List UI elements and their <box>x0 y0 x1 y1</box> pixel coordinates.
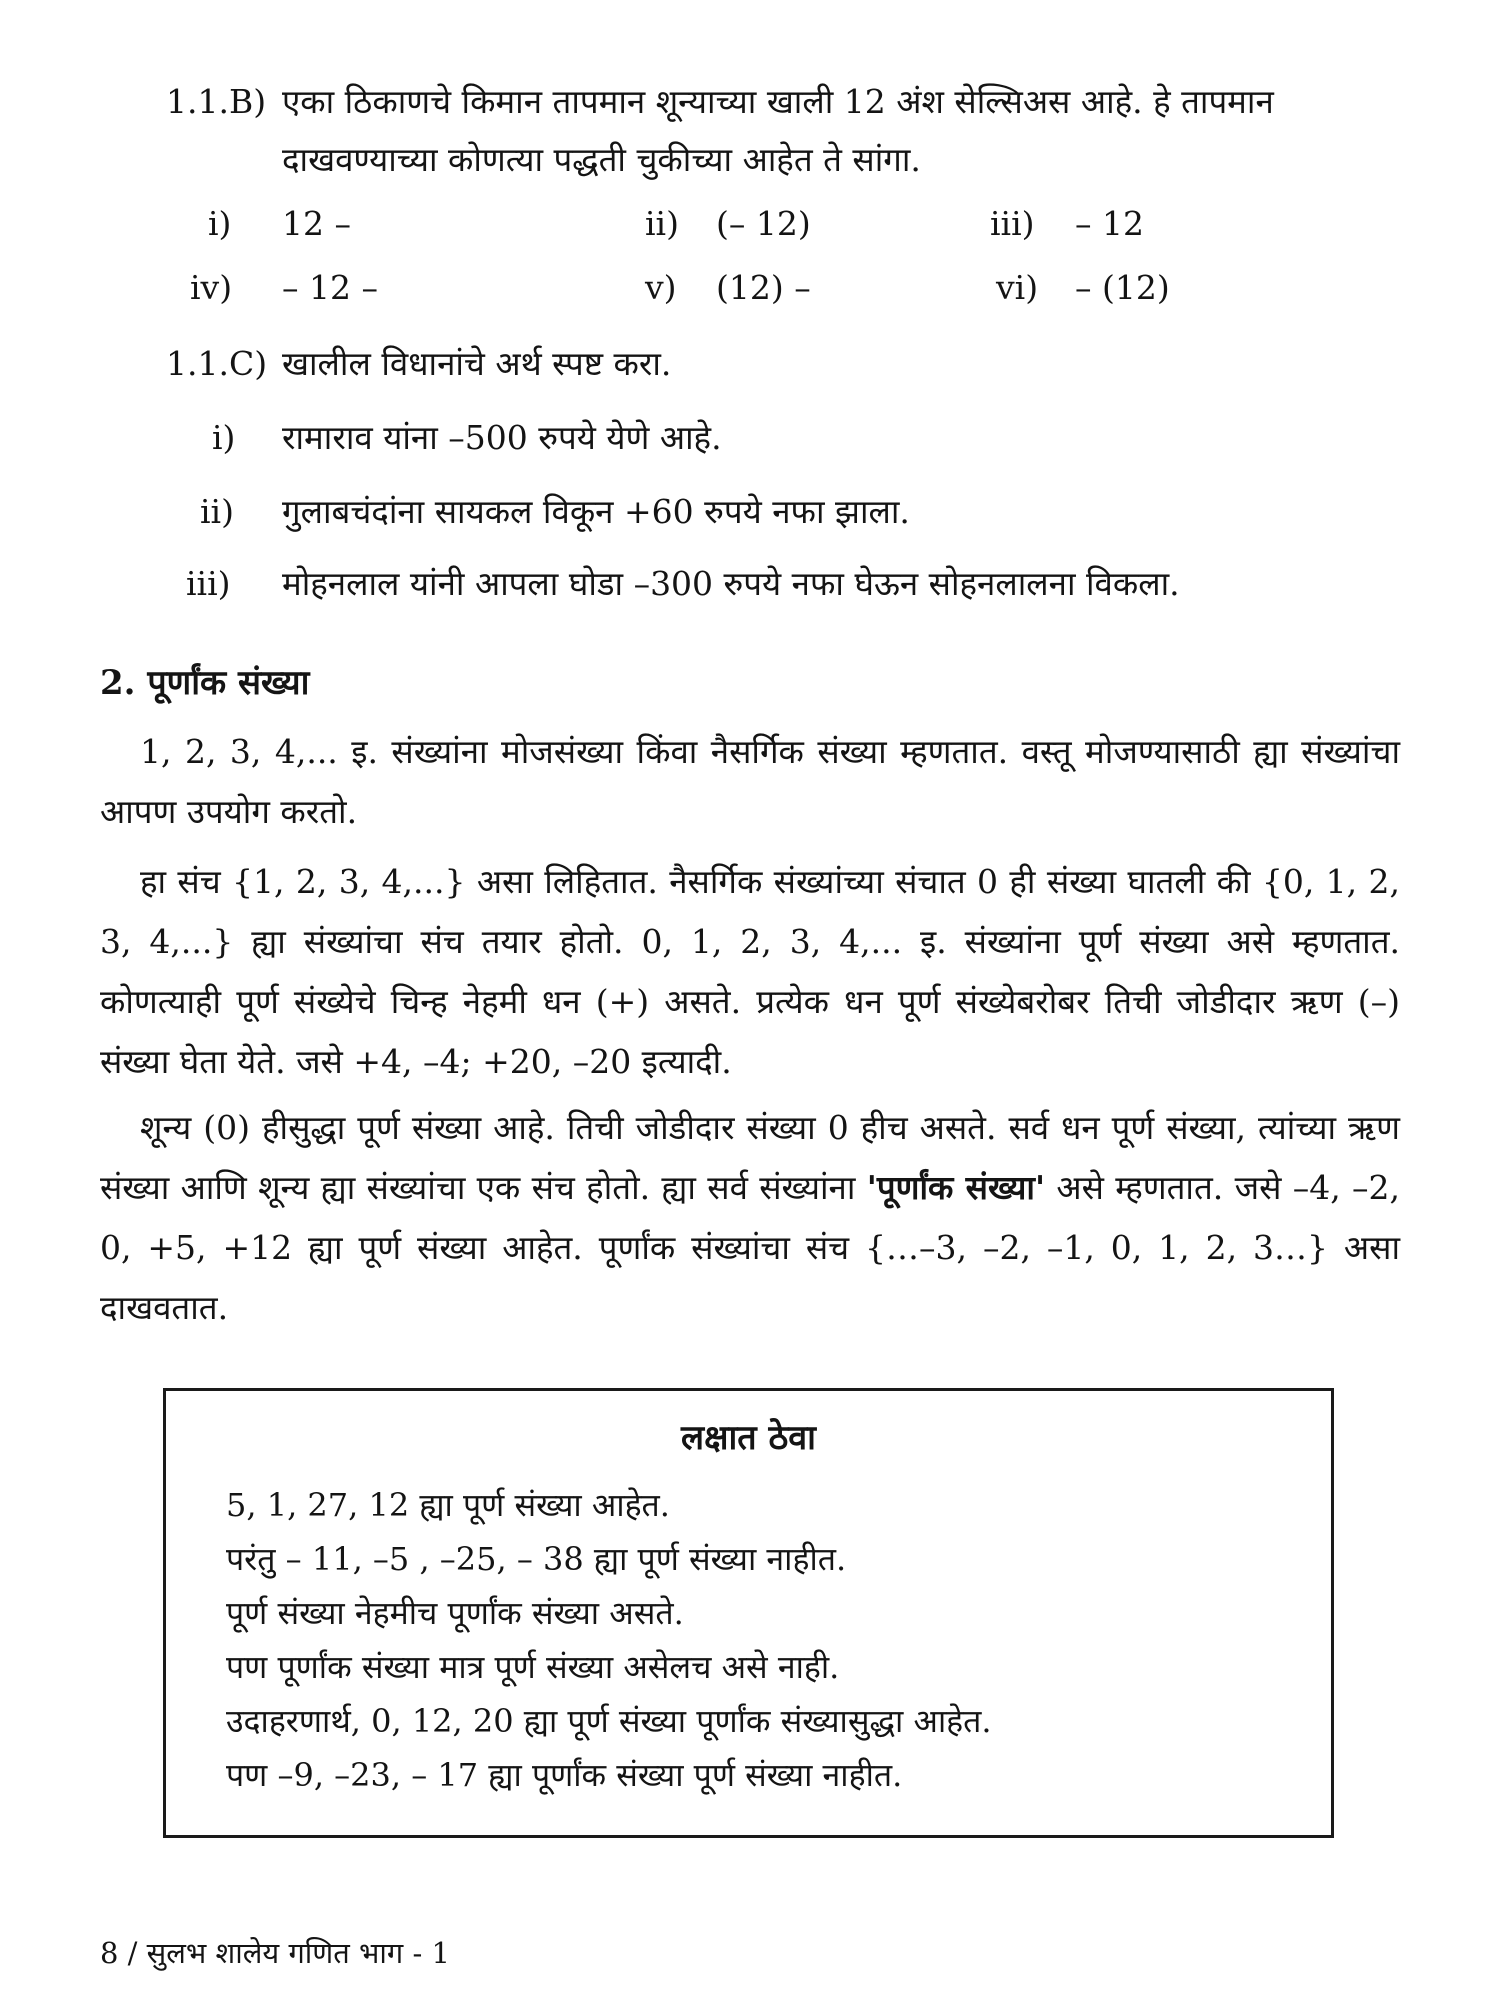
option-label: vi) <box>996 268 1039 307</box>
question-text: दाखवण्याच्या कोणत्या पद्धती चुकीच्या आहेत ते सांगा. <box>282 140 921 179</box>
paragraph <box>100 1098 1400 1338</box>
page-footer: 8 / सुलभ शालेय गणित भाग - 1 <box>100 1936 450 1970</box>
remember-line: पूर्ण संख्या नेहमीच पूर्णांक संख्या असते. <box>226 1594 684 1632</box>
paragraph-text: असे म्हणतात. जसे –4, –2, 0, +5, +12 ह्या पूर्ण संख्या आहेत. पूर्णांक संख्यांचा संच {…–3, –2, –1, 0, 1, 2, 3…} असा दाखवतात. <box>100 1168 1400 1327</box>
remember-box <box>163 1388 1334 1838</box>
option-label: ii) <box>645 204 679 243</box>
option-value: – 12 – <box>282 268 378 307</box>
remember-line: उदाहरणार्थ, 0, 12, 20 ह्या पूर्ण संख्या पूर्णांक संख्यासुद्धा आहेत. <box>226 1702 992 1740</box>
highlight-term: 'पूर्णांक संख्या' <box>866 1168 1046 1207</box>
option-value: – (12) <box>1075 268 1170 307</box>
remember-title: लक्षात ठेवा <box>681 1418 816 1458</box>
paragraph-text: 1, 2, 3, 4,... इ. संख्यांना मोजसंख्या किंवा नैसर्गिक संख्या म्हणतात. वस्तू मोजण्यासाठी ह्या संख्यांचा आपण उपयोग करतो. <box>100 732 1400 831</box>
option-value: 12 – <box>282 204 351 243</box>
item-label: i) <box>212 418 236 457</box>
option-label: iii) <box>990 204 1035 243</box>
remember-line: 5, 1, 27, 12 ह्या पूर्ण संख्या आहेत. <box>226 1486 670 1524</box>
option-label: iv) <box>190 268 233 307</box>
option-value: (– 12) <box>716 204 811 243</box>
item-text: मोहनलाल यांनी आपला घोडा –300 रुपये नफा घेऊन सोहनलालना विकला. <box>282 564 1180 603</box>
item-label: iii) <box>186 564 231 603</box>
paragraph <box>100 722 1400 842</box>
option-value: – 12 <box>1075 204 1144 243</box>
item-text: रामाराव यांना –500 रुपये येणे आहे. <box>282 418 722 457</box>
option-value: (12) – <box>716 268 811 307</box>
question-label: 1.1.C) <box>166 344 268 383</box>
question-label: 1.1.B) <box>166 82 267 121</box>
remember-line: पण पूर्णांक संख्या मात्र पूर्ण संख्या असेलच असे नाही. <box>226 1648 840 1686</box>
question-text: एका ठिकाणचे किमान तापमान शून्याच्या खाली 12 अंश सेल्सिअस आहे. हे तापमान <box>282 82 1274 121</box>
paragraph-text: शून्य (0) हीसुद्धा पूर्ण संख्या आहे. तिची जोडीदार संख्या 0 हीच असते. सर्व धन पूर्ण संख्या, त्यांच्या ऋण संख्या आणि शून्य ह्या संख्यांचा एक संच होतो. ह्या सर्व संख्यांना <box>100 1108 1400 1207</box>
remember-line: पण –9, –23, – 17 ह्या पूर्णांक संख्या पूर्ण संख्या नाहीत. <box>226 1756 903 1794</box>
section-heading: 2. पूर्णांक संख्या <box>100 663 310 703</box>
option-label: v) <box>645 268 677 307</box>
item-label: ii) <box>200 492 234 531</box>
paragraph <box>100 852 1400 1092</box>
question-text: खालील विधानांचे अर्थ स्पष्ट करा. <box>282 344 672 383</box>
item-text: गुलाबचंदांना सायकल विकून +60 रुपये नफा झाला. <box>282 492 910 531</box>
option-label: i) <box>208 204 232 243</box>
paragraph-text: हा संच {1, 2, 3, 4,...} असा लिहितात. नैसर्गिक संख्यांच्या संचात 0 ही संख्या घातली की {0, 1, 2, 3, 4,...} ह्या संख्यांचा संच तयार होतो. 0, 1, 2, 3, 4,... इ. संख्यांना पूर्ण संख्या असे म्हणतात. कोणत्याही पूर्ण संख्येचे चिन्ह नेहमी धन (+) असते. प्रत्येक धन पूर्ण संख्येबरोबर तिची जोडीदार ऋण (–) संख्या घेता येते. जसे +4, –4; +20, –20 इत्यादी. <box>100 862 1400 1081</box>
remember-line: परंतु – 11, –5 , –25, – 38 ह्या पूर्ण संख्या नाहीत. <box>226 1540 847 1578</box>
